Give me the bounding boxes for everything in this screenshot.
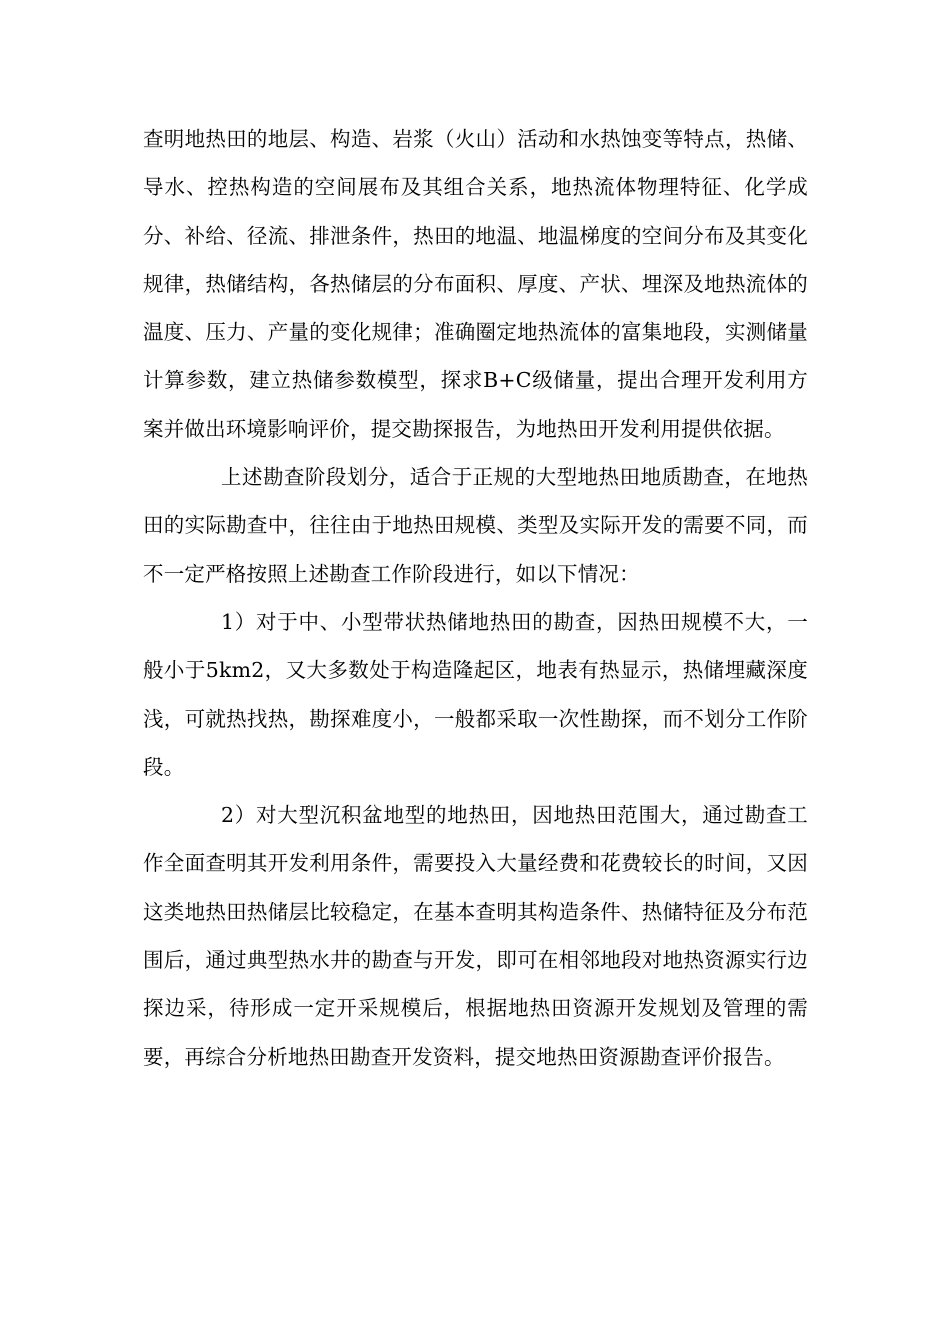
paragraph-stage-division: 上述勘查阶段划分，适合于正规的大型地热田地质勘查，在地热田的实际勘查中，往往由于地热田规模、类型及实际开发的需要不同，而不一定严格按照上述勘查工作阶段进行，如以下情况： bbox=[143, 465, 808, 586]
paragraph-exploration-tasks: 查明地热田的地层、构造、岩浆（火山）活动和水热蚀变等特点，热储、导水、控热构造的空间展布及其组合关系，地热流体物理特征、化学成分、补给、径流、排泄条件，热田的地温、地温梯度的空间分布及其变化规律，热储结构，各热储层的分布面积、厚度、产状、埋深及地热流体的温度、压力、产量的变化规律；准确圈定地热流体的富集地段，实测储量计算参数，建立热储参数模型，探求B+C级储量，提出合理开发利用方案并做出环境影响评价，提交勘探报告，为地热田开发利用提供依据。 bbox=[143, 127, 808, 441]
paragraph-case-1: 1）对于中、小型带状热储地热田的勘查，因热田规模不大，一般小于5km2，又大多数处于构造隆起区，地表有热显示，热储埋藏深度浅，可就热找热，勘探难度小，一般都采取一次性勘探，而不划分工作阶段。 bbox=[143, 609, 808, 779]
document-body bbox=[143, 115, 808, 1081]
paragraph-case-2: 2）对大型沉积盆地型的地热田，因地热田范围大，通过勘查工作全面查明其开发利用条件，需要投入大量经费和花费较长的时间，又因这类地热田热储层比较稳定，在基本查明其构造条件、热储特征及分布范围后，通过典型热水井的勘查与开发，即可在相邻地段对地热资源实行边探边采，待形成一定开采规模后，根据地热田资源开发规划及管理的需要，再综合分析地热田勘查开发资料，提交地热田资源勘查评价报告。 bbox=[143, 803, 808, 1069]
